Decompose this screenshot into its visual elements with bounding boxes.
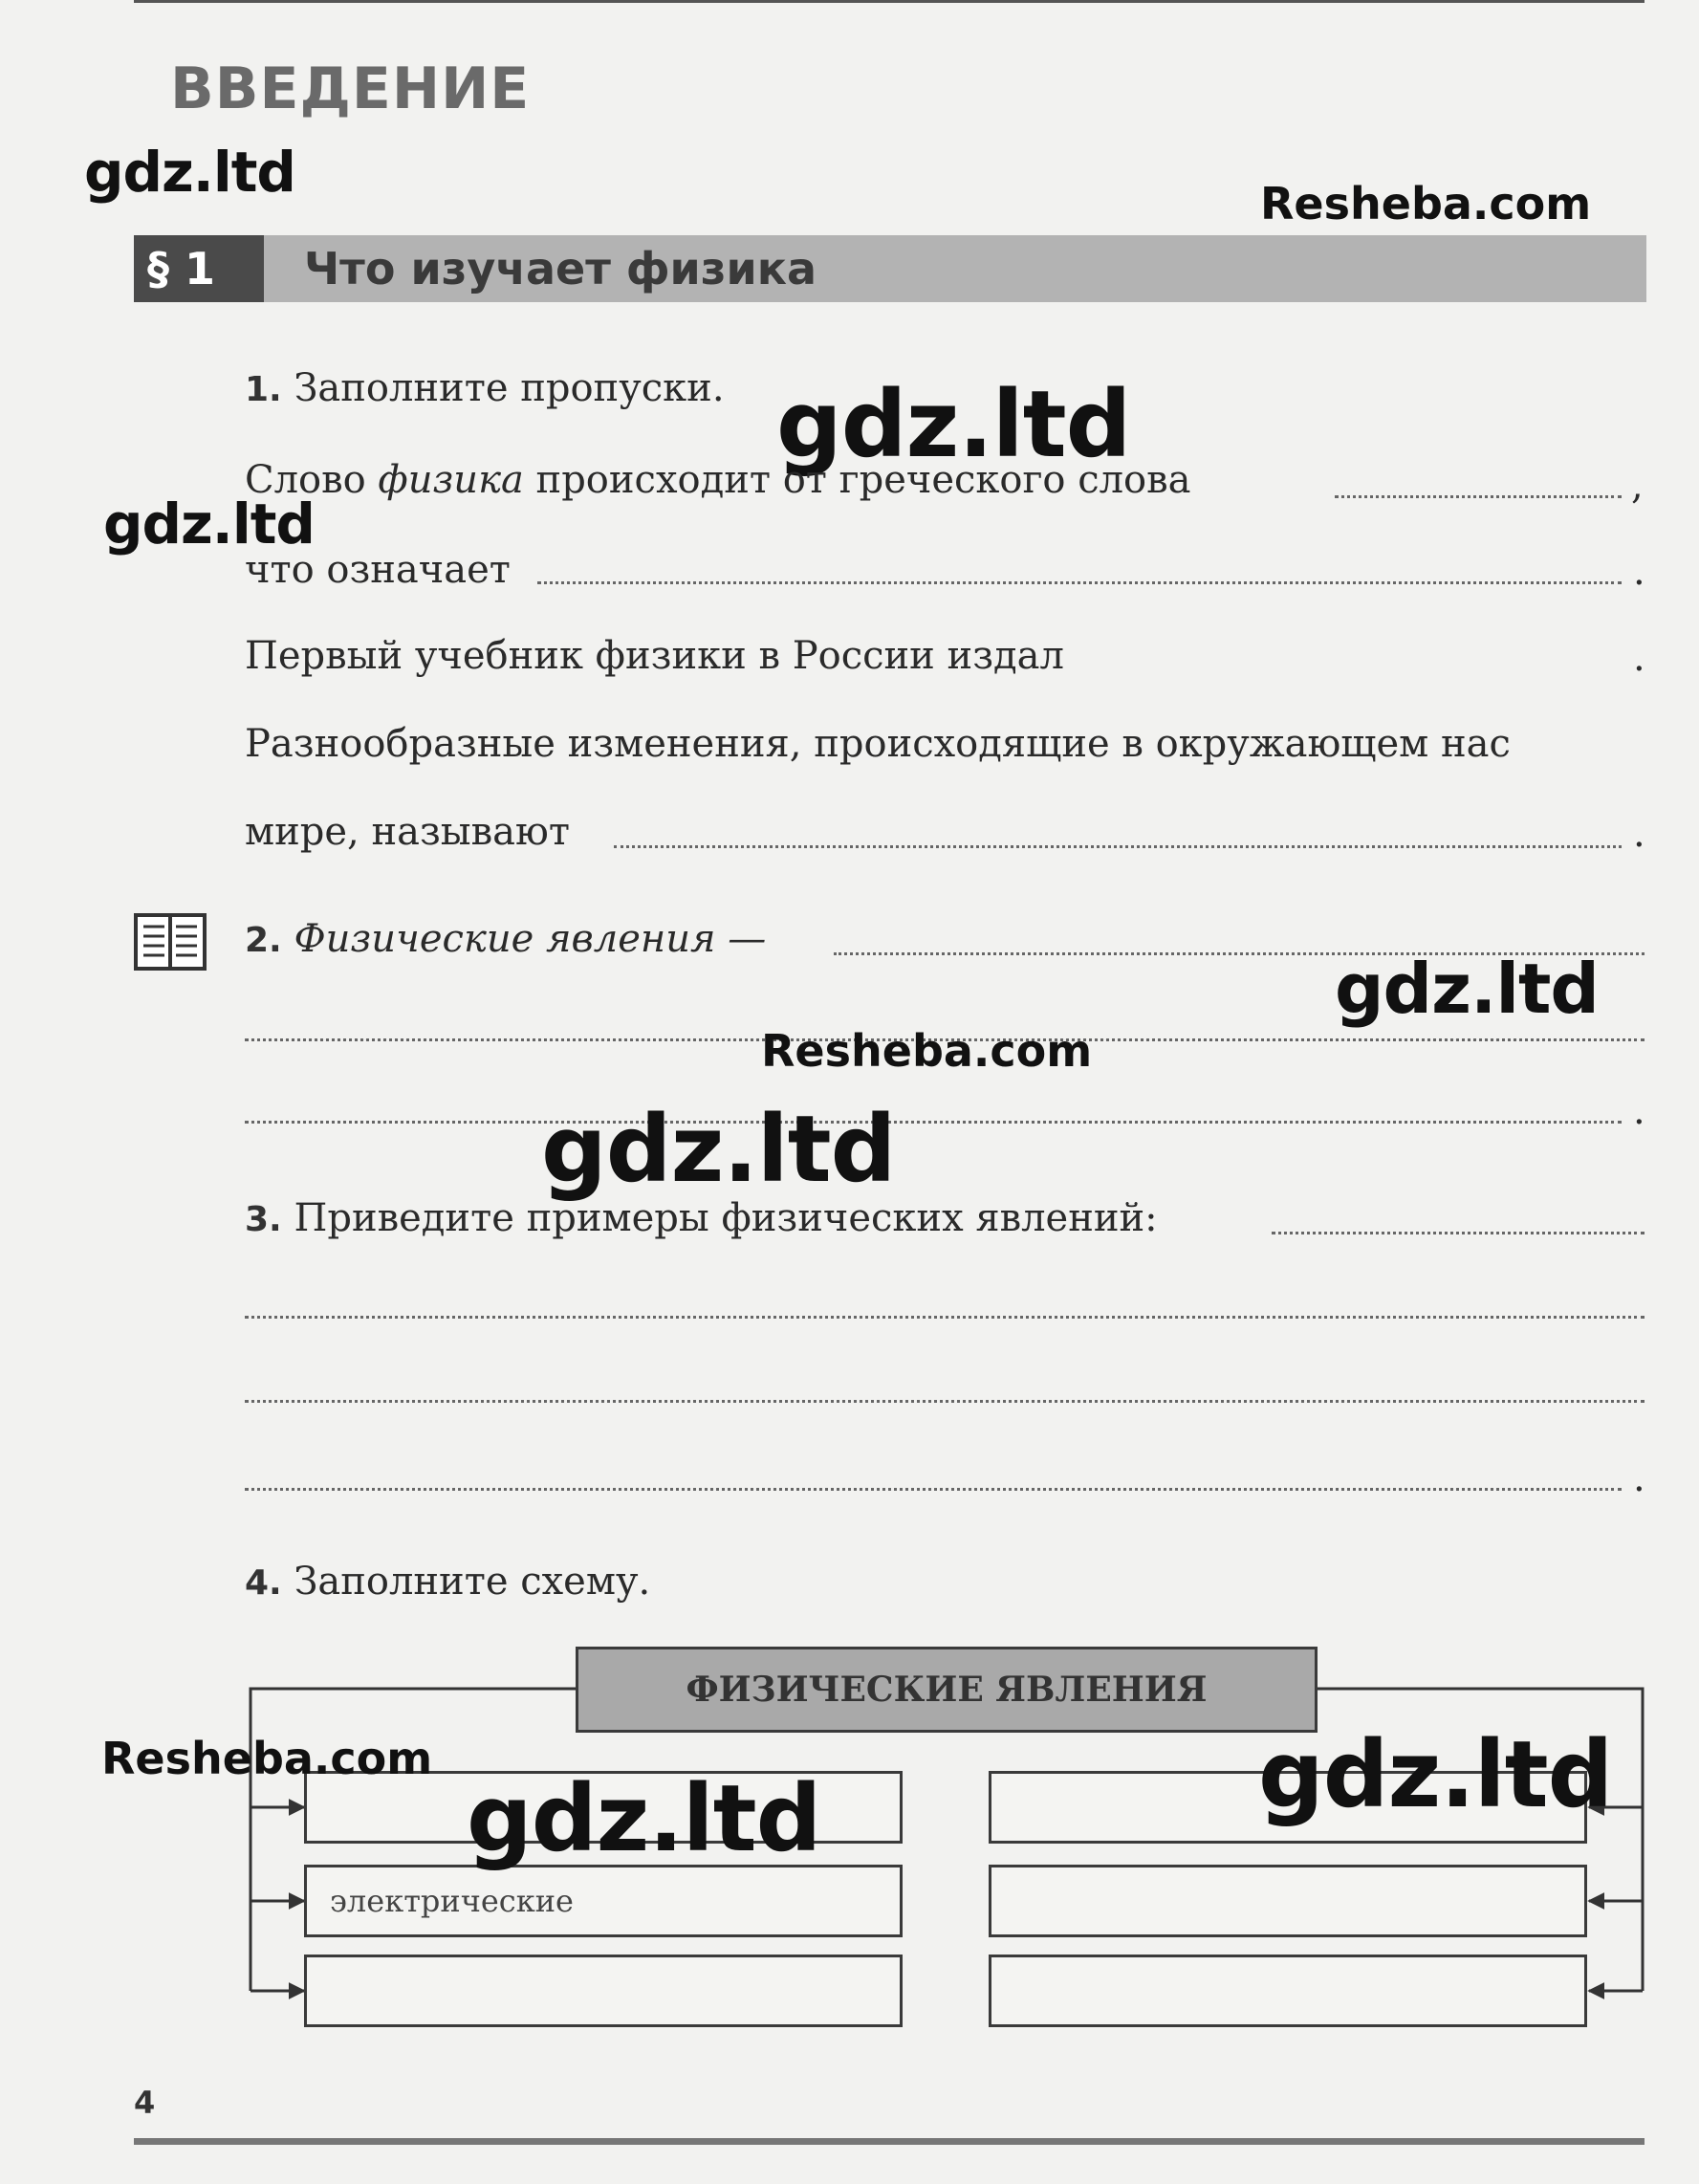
scheme-right-box[interactable] [989,1955,1587,2027]
page-number: 4 [134,2085,156,2121]
watermark-gdz: gdz.ltd [84,140,295,205]
punctuation: . [1633,1089,1645,1133]
section-title: Что изучает физика [304,243,817,295]
punctuation: . [1633,636,1645,680]
q1-number: 1. [245,370,282,409]
q2-prompt: Физические явления — [294,917,767,961]
section-number: § 1 [134,235,264,302]
q1-line2: что означает [245,548,511,592]
watermark-gdz: gdz.ltd [1258,1721,1613,1828]
watermark-gdz: gdz.ltd [1335,949,1599,1029]
watermark-resheba: Resheba.com [101,1733,433,1784]
q2-number: 2. [245,921,282,960]
q1-line5: мире, называют [245,810,570,854]
q1-line1-text: Слово [245,458,379,502]
q3-prompt: Приведите примеры физических явлений: [294,1196,1158,1240]
watermark-gdz: gdz.ltd [776,371,1131,478]
scheme-right-box[interactable] [989,1865,1587,1937]
watermark-gdz: gdz.ltd [103,491,315,557]
q1-line1-text: происходит от греческого слова [523,458,1191,502]
punctuation: . [1633,1456,1645,1500]
watermark-resheba: Resheba.com [761,1025,1093,1077]
punctuation: . [1633,550,1645,594]
q3-number: 3. [245,1200,282,1239]
punctuation: , [1631,464,1644,508]
watermark-gdz: gdz.ltd [541,1096,896,1203]
q1-line4: Разнообразные изменения, происходящие в окружающем нас [245,722,1511,766]
q1-line1-term: физика [378,458,524,502]
scheme-center-box: ФИЗИЧЕСКИЕ ЯВЛЕНИЯ [576,1647,1318,1733]
scheme-left-box[interactable]: электрические [304,1865,903,1937]
q1-line3: Первый учебник физики в России издал [245,634,1064,678]
punctuation: . [1633,812,1645,856]
q1-prompt: Заполните пропуски. [294,366,725,410]
scheme-left-box[interactable] [304,1955,903,2027]
chapter-title: ВВЕДЕНИЕ [170,55,531,122]
watermark-resheba: Resheba.com [1260,178,1592,229]
q4-number: 4. [245,1563,282,1603]
watermark-gdz: gdz.ltd [467,1765,821,1872]
bottom-rule [134,2138,1645,2145]
q4-prompt: Заполните схему. [294,1560,651,1604]
